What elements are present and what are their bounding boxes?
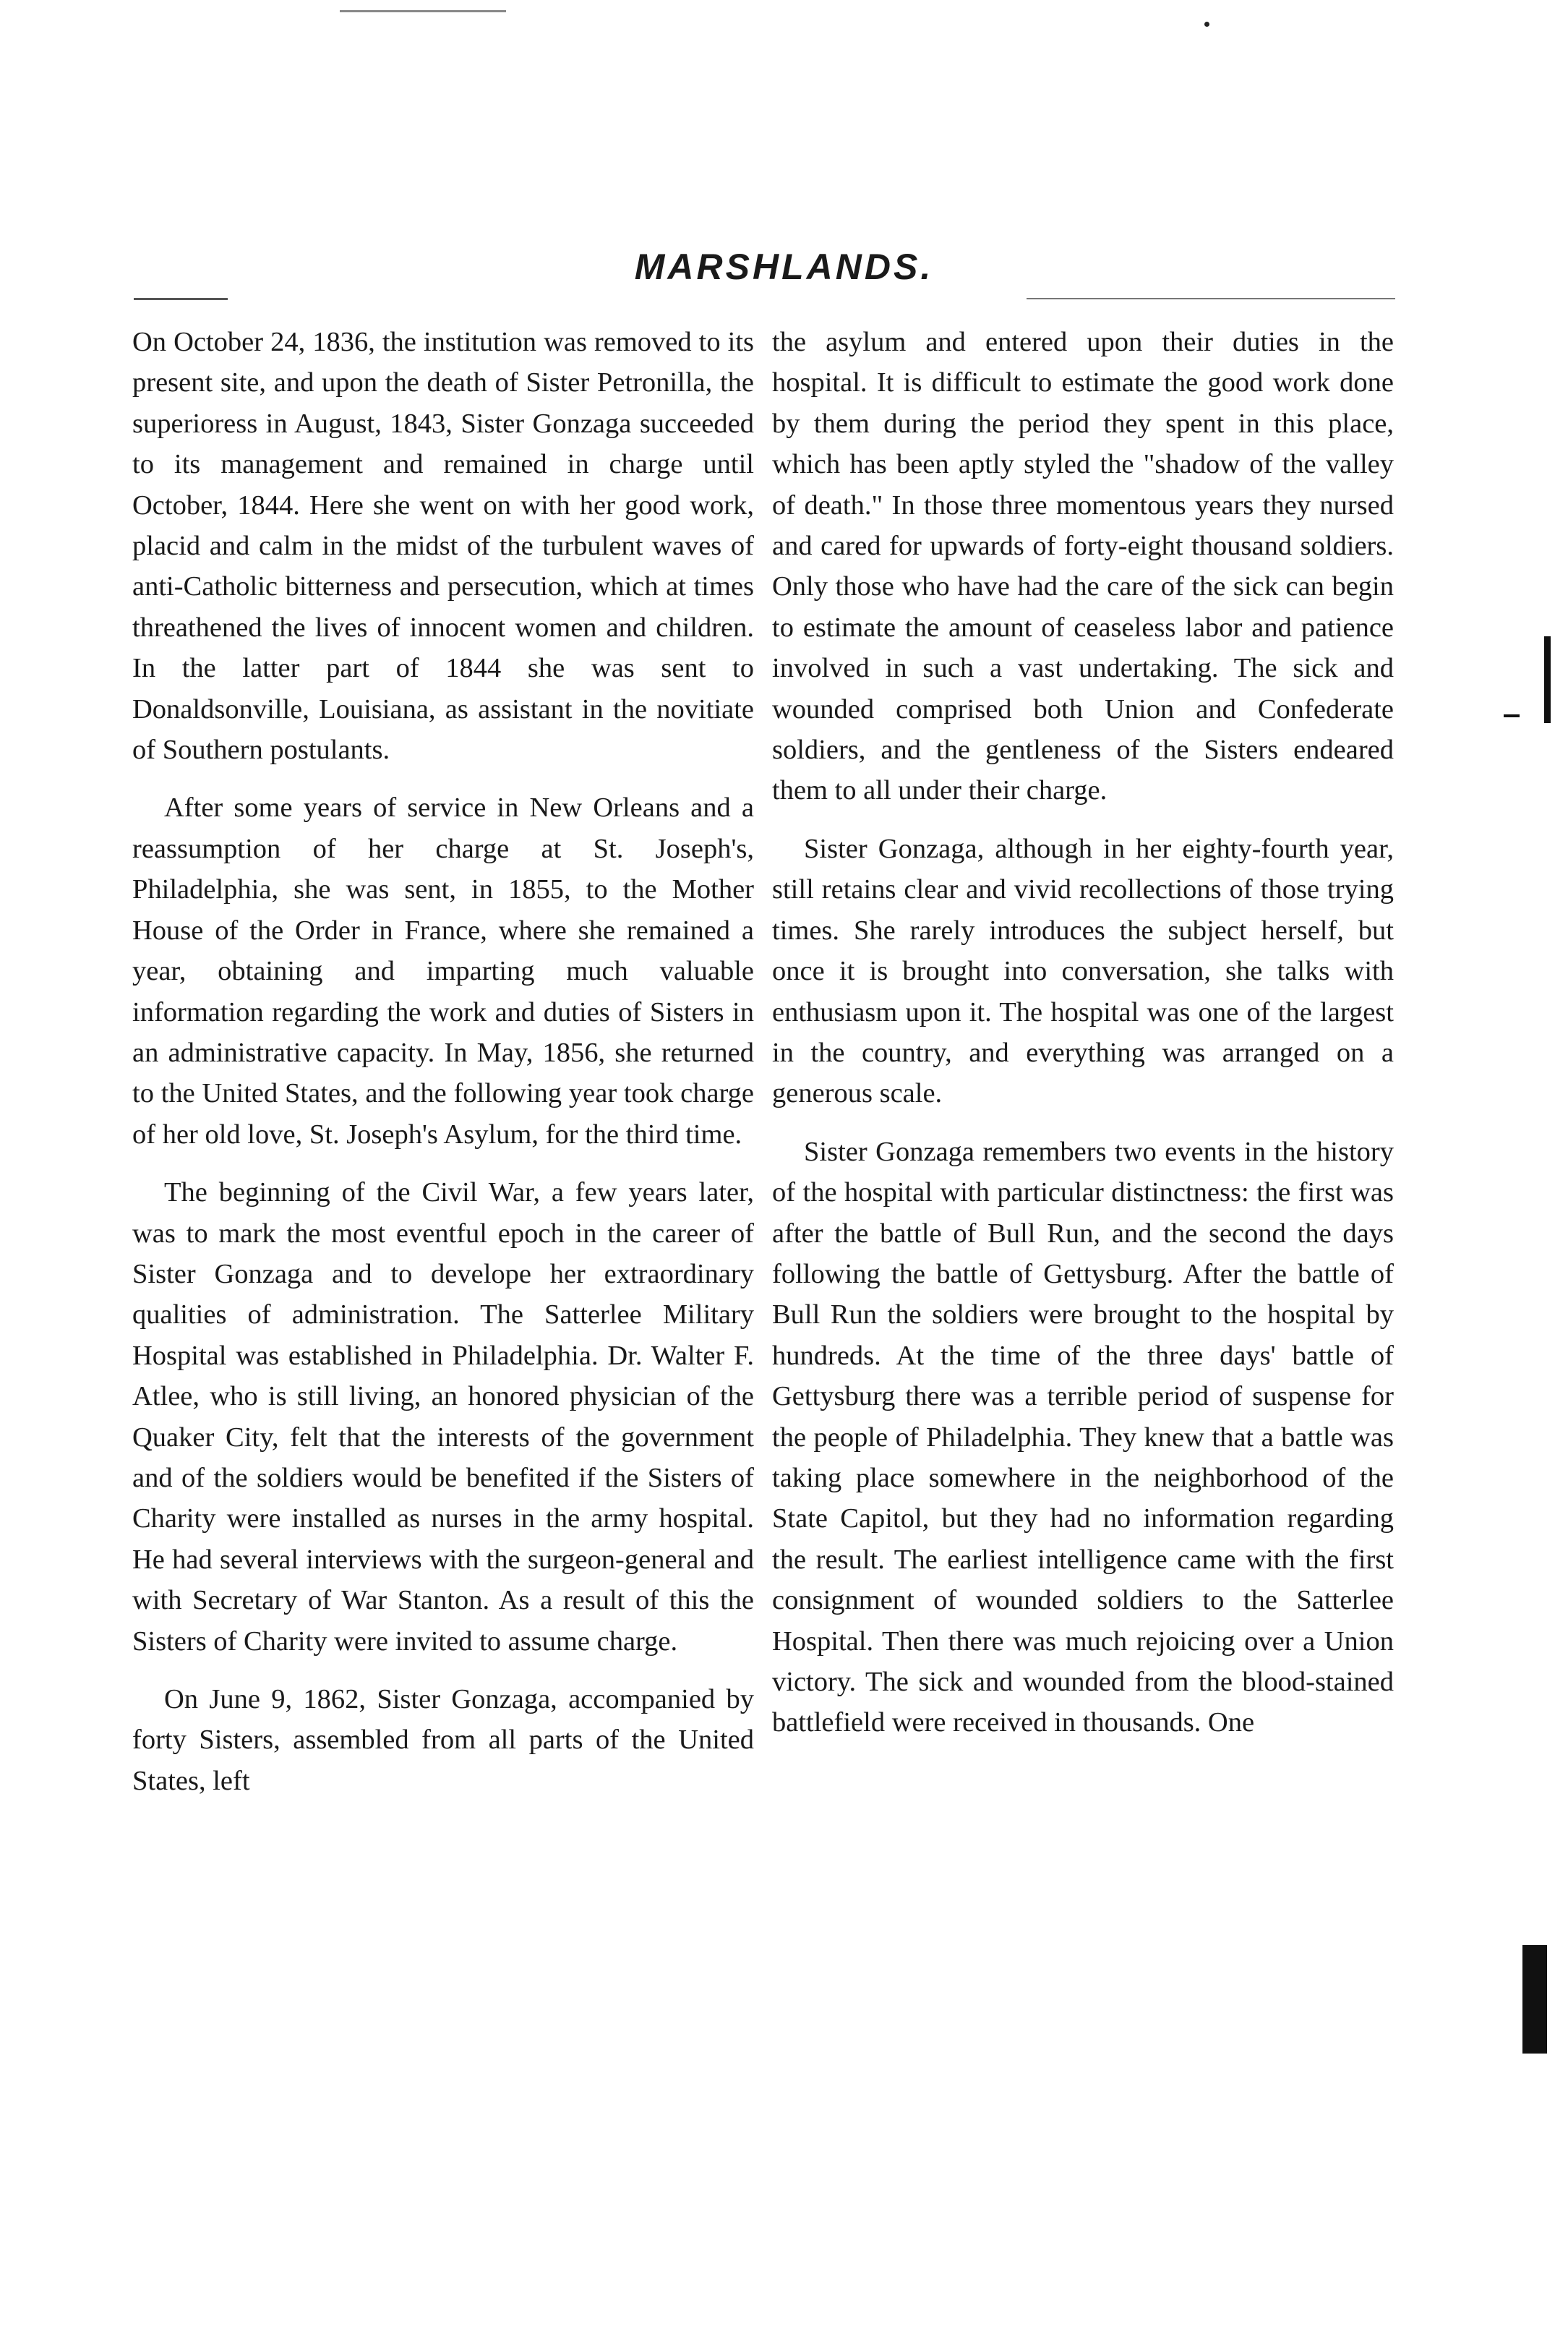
header-rule-left [134,298,228,300]
scan-mark-top-line [340,10,506,12]
paragraph: The beginning of the Civil War, a few years later, was to mark the most eventful epoch in the career of Sister Gonzaga and to develope her extraordinary qualities of administration. The Satterlee Military Hospital was established in Philadelphia. Dr. Walter F. Atlee, who is still living, an honored physician of the Quaker City, felt that the interests of the government and of the soldiers would be benefited if the Sisters of Charity were installed as nurses in the army hospital. He had several interviews with the surgeon-general and with Secretary of War Stanton. As a result of this the Sisters of Charity were invited to assume charge. [132,1177,754,1657]
left-column [132,322,754,1801]
paragraph: After some years of service in New Orleans and a reassumption of her charge at St. Joseph's, Philadelphia, she was sent, in 1855, to the Mother House of the Order in France, where she remained a year, obtaining and imparting much valuable information regarding the work and duties of Sisters in an administrative capacity. In May, 1856, she returned to the United States, and the following year took charge of her old love, St. Joseph's Asylum, for the third time. [132,792,754,1150]
scan-mark-margin-upper [1544,636,1551,723]
paragraph: Sister Gonzaga remembers two events in the history of the hospital with particular distinctness: the first was after the battle of Bull Run, and the second the days following the battle of Gettysburg. After the battle of Bull Run the soldiers were brought to the hospital by hundreds. At the time of the three days' battle of Gettysburg there was a terrible period of suspense for the people of Philadelphia. They knew that a battle was taking place somewhere in the neighborhood of the State Capitol, but they had no information regarding the result. The earliest intelligence came with the first consignment of wounded soldiers to the Satterlee Hospital. Then there was much rejoicing over a Union victory. The sick and wounded from the blood-stained battlefield were received in thousands. One [772,1136,1394,1738]
right-column [772,322,1394,1743]
running-head: MARSHLANDS. [634,247,934,287]
paragraph: Sister Gonzaga, although in her eighty-fourth year, still retains clear and vivid recollections of those trying times. She rarely introduces the subject herself, but once it is brought into conversation, she talks with enthusiasm upon it. The hospital was one of the largest in the country, and everything was arranged on a generous scale. [772,833,1394,1109]
scan-mark-margin-lower [1522,1945,1547,2054]
scan-mark-dot [1204,22,1209,27]
paragraph: the asylum and entered upon their duties in the hospital. It is difficult to estimate the good work done by them during the period they spent in this place, which has been aptly styled the "shadow of the valley of death." In those three momentous years they nursed and cared for upwards of forty-eight thousand soldiers. Only those who have had the care of the sick can begin to estimate the amount of ceaseless labor and patience involved in such a vast undertaking. The sick and wounded comprised both Union and Confederate soldiers, and the gentleness of the Sisters endeared them to all under their charge. [772,327,1394,806]
header-rule-right [1027,298,1395,299]
paragraph: On June 9, 1862, Sister Gonzaga, accompanied by forty Sisters, assembled from all parts of the United States, left [132,1684,754,1796]
paragraph: On October 24, 1836, the institution was removed to its present site, and upon the death of Sister Petronilla, the superioress in August, 1843, Sister Gonzaga succeeded to its management and remained in charge until October, 1844. Here she went on with her good work, placid and calm in the midst of the turbulent waves of anti-Catholic bitterness and persecution, which at times threathened the lives of innocent women and children. In the latter part of 1844 she was sent to Donaldsonville, Louisiana, as assistant in the novitiate of Southern postulants. [132,327,754,766]
scan-mark-margin-dash [1504,714,1520,717]
